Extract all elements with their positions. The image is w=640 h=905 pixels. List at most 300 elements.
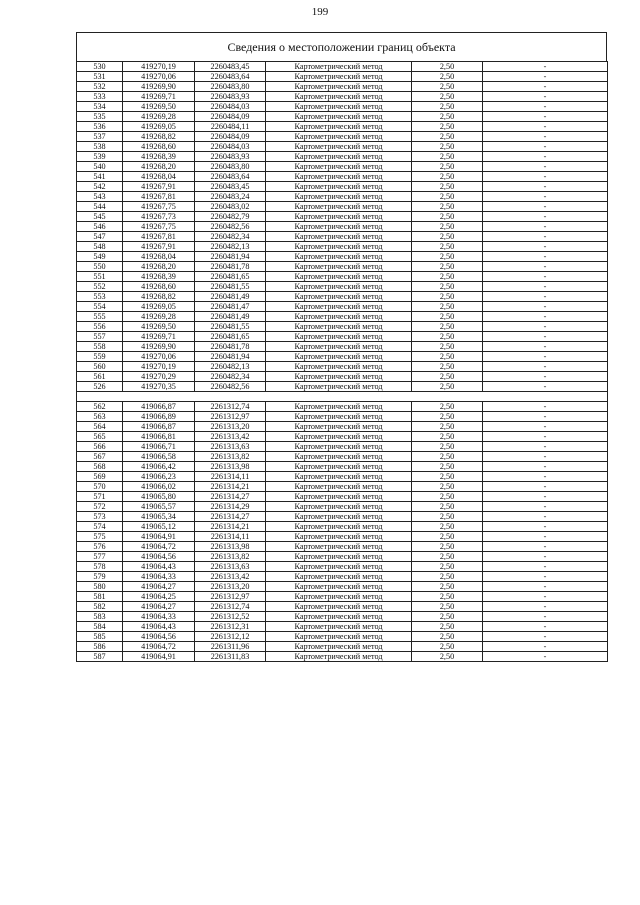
point-number-cell: 578 xyxy=(77,562,123,572)
method-cell: Картометрический метод xyxy=(266,412,412,422)
y-coordinate-cell: 2260482,34 xyxy=(195,232,266,242)
description-cell: - xyxy=(483,202,608,212)
y-coordinate-cell: 2260482,13 xyxy=(195,242,266,252)
accuracy-cell: 2,50 xyxy=(412,362,483,372)
point-number-cell: 577 xyxy=(77,552,123,562)
x-coordinate-cell: 419066,87 xyxy=(123,422,195,432)
method-cell: Картометрический метод xyxy=(266,262,412,272)
x-coordinate-cell: 419268,20 xyxy=(123,262,195,272)
y-coordinate-cell: 2261314,11 xyxy=(195,532,266,542)
point-number-cell: 561 xyxy=(77,372,123,382)
point-number-cell: 540 xyxy=(77,162,123,172)
point-number-cell: 579 xyxy=(77,572,123,582)
description-cell: - xyxy=(483,512,608,522)
x-coordinate-cell: 419268,04 xyxy=(123,172,195,182)
description-cell: - xyxy=(483,562,608,572)
point-number-cell: 547 xyxy=(77,232,123,242)
x-coordinate-cell: 419270,06 xyxy=(123,352,195,362)
x-coordinate-cell: 419064,56 xyxy=(123,552,195,562)
point-number-cell: 550 xyxy=(77,262,123,272)
table-row xyxy=(77,552,608,562)
x-coordinate-cell: 419270,29 xyxy=(123,372,195,382)
method-cell: Картометрический метод xyxy=(266,602,412,612)
description-cell: - xyxy=(483,482,608,492)
x-coordinate-cell: 419269,28 xyxy=(123,112,195,122)
y-coordinate-cell: 2260483,02 xyxy=(195,202,266,212)
table-row xyxy=(77,162,608,172)
separator-row xyxy=(77,392,608,402)
table-row xyxy=(77,262,608,272)
x-coordinate-cell: 419064,72 xyxy=(123,642,195,652)
table-row xyxy=(77,192,608,202)
accuracy-cell: 2,50 xyxy=(412,262,483,272)
y-coordinate-cell: 2261312,31 xyxy=(195,622,266,632)
point-number-cell: 538 xyxy=(77,142,123,152)
y-coordinate-cell: 2260482,56 xyxy=(195,382,266,392)
accuracy-cell: 2,50 xyxy=(412,292,483,302)
table-row xyxy=(77,642,608,652)
method-cell: Картометрический метод xyxy=(266,362,412,372)
description-cell: - xyxy=(483,472,608,482)
method-cell: Картометрический метод xyxy=(266,332,412,342)
point-number-cell: 584 xyxy=(77,622,123,632)
table-row xyxy=(77,412,608,422)
description-cell: - xyxy=(483,262,608,272)
accuracy-cell: 2,50 xyxy=(412,232,483,242)
accuracy-cell: 2,50 xyxy=(412,592,483,602)
description-cell: - xyxy=(483,382,608,392)
y-coordinate-cell: 2261313,98 xyxy=(195,462,266,472)
accuracy-cell: 2,50 xyxy=(412,512,483,522)
x-coordinate-cell: 419270,19 xyxy=(123,62,195,72)
accuracy-cell: 2,50 xyxy=(412,242,483,252)
description-cell: - xyxy=(483,492,608,502)
y-coordinate-cell: 2260481,78 xyxy=(195,342,266,352)
point-number-cell: 534 xyxy=(77,102,123,112)
accuracy-cell: 2,50 xyxy=(412,152,483,162)
accuracy-cell: 2,50 xyxy=(412,442,483,452)
point-number-cell: 537 xyxy=(77,132,123,142)
method-cell: Картометрический метод xyxy=(266,142,412,152)
table-row xyxy=(77,312,608,322)
accuracy-cell: 2,50 xyxy=(412,642,483,652)
description-cell: - xyxy=(483,422,608,432)
x-coordinate-cell: 419269,05 xyxy=(123,122,195,132)
method-cell: Картометрический метод xyxy=(266,222,412,232)
method-cell: Картометрический метод xyxy=(266,102,412,112)
accuracy-cell: 2,50 xyxy=(412,562,483,572)
point-number-cell: 567 xyxy=(77,452,123,462)
x-coordinate-cell: 419269,50 xyxy=(123,102,195,112)
method-cell: Картометрический метод xyxy=(266,432,412,442)
method-cell: Картометрический метод xyxy=(266,282,412,292)
y-coordinate-cell: 2260483,24 xyxy=(195,192,266,202)
description-cell: - xyxy=(483,62,608,72)
point-number-cell: 580 xyxy=(77,582,123,592)
y-coordinate-cell: 2261312,52 xyxy=(195,612,266,622)
x-coordinate-cell: 419268,20 xyxy=(123,162,195,172)
method-cell: Картометрический метод xyxy=(266,342,412,352)
y-coordinate-cell: 2260482,34 xyxy=(195,372,266,382)
description-cell: - xyxy=(483,312,608,322)
table-row xyxy=(77,142,608,152)
table-row xyxy=(77,442,608,452)
y-coordinate-cell: 2260481,65 xyxy=(195,272,266,282)
x-coordinate-cell: 419066,58 xyxy=(123,452,195,462)
point-number-cell: 574 xyxy=(77,522,123,532)
y-coordinate-cell: 2260484,11 xyxy=(195,122,266,132)
point-number-cell: 585 xyxy=(77,632,123,642)
description-cell: - xyxy=(483,302,608,312)
y-coordinate-cell: 2260481,78 xyxy=(195,262,266,272)
method-cell: Картометрический метод xyxy=(266,522,412,532)
table-row xyxy=(77,572,608,582)
method-cell: Картометрический метод xyxy=(266,372,412,382)
method-cell: Картометрический метод xyxy=(266,112,412,122)
y-coordinate-cell: 2261312,74 xyxy=(195,602,266,612)
y-coordinate-cell: 2260484,03 xyxy=(195,102,266,112)
x-coordinate-cell: 419267,75 xyxy=(123,222,195,232)
y-coordinate-cell: 2260481,55 xyxy=(195,282,266,292)
y-coordinate-cell: 2261312,12 xyxy=(195,632,266,642)
accuracy-cell: 2,50 xyxy=(412,622,483,632)
table-row xyxy=(77,562,608,572)
y-coordinate-cell: 2260483,93 xyxy=(195,152,266,162)
point-number-cell: 586 xyxy=(77,642,123,652)
point-number-cell: 575 xyxy=(77,532,123,542)
coordinates-table xyxy=(76,61,608,662)
table-row xyxy=(77,622,608,632)
y-coordinate-cell: 2261313,42 xyxy=(195,572,266,582)
point-number-cell: 582 xyxy=(77,602,123,612)
accuracy-cell: 2,50 xyxy=(412,382,483,392)
method-cell: Картометрический метод xyxy=(266,582,412,592)
table-row xyxy=(77,122,608,132)
description-cell: - xyxy=(483,442,608,452)
description-cell: - xyxy=(483,332,608,342)
x-coordinate-cell: 419064,43 xyxy=(123,562,195,572)
accuracy-cell: 2,50 xyxy=(412,322,483,332)
accuracy-cell: 2,50 xyxy=(412,402,483,412)
accuracy-cell: 2,50 xyxy=(412,352,483,362)
accuracy-cell: 2,50 xyxy=(412,82,483,92)
accuracy-cell: 2,50 xyxy=(412,532,483,542)
table-row xyxy=(77,452,608,462)
description-cell: - xyxy=(483,112,608,122)
description-cell: - xyxy=(483,162,608,172)
method-cell: Картометрический метод xyxy=(266,612,412,622)
x-coordinate-cell: 419269,28 xyxy=(123,312,195,322)
point-number-cell: 563 xyxy=(77,412,123,422)
method-cell: Картометрический метод xyxy=(266,482,412,492)
y-coordinate-cell: 2261313,20 xyxy=(195,582,266,592)
description-cell: - xyxy=(483,632,608,642)
y-coordinate-cell: 2261314,27 xyxy=(195,492,266,502)
table-row xyxy=(77,362,608,372)
method-cell: Картометрический метод xyxy=(266,272,412,282)
accuracy-cell: 2,50 xyxy=(412,72,483,82)
point-number-cell: 526 xyxy=(77,382,123,392)
accuracy-cell: 2,50 xyxy=(412,222,483,232)
table-row xyxy=(77,82,608,92)
point-number-cell: 542 xyxy=(77,182,123,192)
point-number-cell: 556 xyxy=(77,322,123,332)
x-coordinate-cell: 419268,39 xyxy=(123,152,195,162)
y-coordinate-cell: 2260483,80 xyxy=(195,162,266,172)
point-number-cell: 549 xyxy=(77,252,123,262)
x-coordinate-cell: 419267,91 xyxy=(123,182,195,192)
x-coordinate-cell: 419268,60 xyxy=(123,282,195,292)
method-cell: Картометрический метод xyxy=(266,472,412,482)
x-coordinate-cell: 419064,91 xyxy=(123,532,195,542)
description-cell: - xyxy=(483,92,608,102)
point-number-cell: 566 xyxy=(77,442,123,452)
accuracy-cell: 2,50 xyxy=(412,112,483,122)
point-number-cell: 545 xyxy=(77,212,123,222)
table-row xyxy=(77,252,608,262)
description-cell: - xyxy=(483,612,608,622)
method-cell: Картометрический метод xyxy=(266,252,412,262)
method-cell: Картометрический метод xyxy=(266,382,412,392)
point-number-cell: 535 xyxy=(77,112,123,122)
point-number-cell: 562 xyxy=(77,402,123,412)
table-row xyxy=(77,542,608,552)
point-number-cell: 539 xyxy=(77,152,123,162)
description-cell: - xyxy=(483,402,608,412)
accuracy-cell: 2,50 xyxy=(412,122,483,132)
x-coordinate-cell: 419066,42 xyxy=(123,462,195,472)
description-cell: - xyxy=(483,582,608,592)
accuracy-cell: 2,50 xyxy=(412,92,483,102)
x-coordinate-cell: 419066,89 xyxy=(123,412,195,422)
y-coordinate-cell: 2261314,21 xyxy=(195,482,266,492)
description-cell: - xyxy=(483,242,608,252)
y-coordinate-cell: 2261313,20 xyxy=(195,422,266,432)
method-cell: Картометрический метод xyxy=(266,622,412,632)
y-coordinate-cell: 2260481,47 xyxy=(195,302,266,312)
point-number-cell: 544 xyxy=(77,202,123,212)
accuracy-cell: 2,50 xyxy=(412,412,483,422)
y-coordinate-cell: 2261313,82 xyxy=(195,452,266,462)
table-row xyxy=(77,432,608,442)
accuracy-cell: 2,50 xyxy=(412,192,483,202)
description-cell: - xyxy=(483,292,608,302)
table-row xyxy=(77,472,608,482)
y-coordinate-cell: 2260481,55 xyxy=(195,322,266,332)
point-number-cell: 546 xyxy=(77,222,123,232)
y-coordinate-cell: 2261314,29 xyxy=(195,502,266,512)
description-cell: - xyxy=(483,72,608,82)
accuracy-cell: 2,50 xyxy=(412,302,483,312)
table-row xyxy=(77,372,608,382)
x-coordinate-cell: 419065,57 xyxy=(123,502,195,512)
table-row xyxy=(77,522,608,532)
y-coordinate-cell: 2261312,97 xyxy=(195,412,266,422)
description-cell: - xyxy=(483,172,608,182)
table-row xyxy=(77,62,608,72)
method-cell: Картометрический метод xyxy=(266,202,412,212)
y-coordinate-cell: 2261313,82 xyxy=(195,552,266,562)
description-cell: - xyxy=(483,192,608,202)
accuracy-cell: 2,50 xyxy=(412,612,483,622)
method-cell: Картометрический метод xyxy=(266,292,412,302)
x-coordinate-cell: 419267,81 xyxy=(123,232,195,242)
table-row xyxy=(77,72,608,82)
point-number-cell: 576 xyxy=(77,542,123,552)
table-row xyxy=(77,222,608,232)
point-number-cell: 571 xyxy=(77,492,123,502)
table-row xyxy=(77,212,608,222)
table-row xyxy=(77,532,608,542)
method-cell: Картометрический метод xyxy=(266,592,412,602)
y-coordinate-cell: 2261314,27 xyxy=(195,512,266,522)
table-row xyxy=(77,632,608,642)
point-number-cell: 551 xyxy=(77,272,123,282)
point-number-cell: 536 xyxy=(77,122,123,132)
table-row xyxy=(77,342,608,352)
y-coordinate-cell: 2261314,11 xyxy=(195,472,266,482)
description-cell: - xyxy=(483,372,608,382)
accuracy-cell: 2,50 xyxy=(412,252,483,262)
method-cell: Картометрический метод xyxy=(266,422,412,432)
method-cell: Картометрический метод xyxy=(266,632,412,642)
accuracy-cell: 2,50 xyxy=(412,172,483,182)
description-cell: - xyxy=(483,522,608,532)
accuracy-cell: 2,50 xyxy=(412,582,483,592)
accuracy-cell: 2,50 xyxy=(412,462,483,472)
method-cell: Картометрический метод xyxy=(266,652,412,662)
accuracy-cell: 2,50 xyxy=(412,332,483,342)
description-cell: - xyxy=(483,212,608,222)
y-coordinate-cell: 2261311,96 xyxy=(195,642,266,652)
method-cell: Картометрический метод xyxy=(266,92,412,102)
method-cell: Картометрический метод xyxy=(266,182,412,192)
y-coordinate-cell: 2260483,64 xyxy=(195,172,266,182)
y-coordinate-cell: 2260483,64 xyxy=(195,72,266,82)
accuracy-cell: 2,50 xyxy=(412,602,483,612)
x-coordinate-cell: 419064,72 xyxy=(123,542,195,552)
point-number-cell: 553 xyxy=(77,292,123,302)
accuracy-cell: 2,50 xyxy=(412,472,483,482)
x-coordinate-cell: 419065,34 xyxy=(123,512,195,522)
accuracy-cell: 2,50 xyxy=(412,522,483,532)
point-number-cell: 530 xyxy=(77,62,123,72)
accuracy-cell: 2,50 xyxy=(412,142,483,152)
method-cell: Картометрический метод xyxy=(266,502,412,512)
description-cell: - xyxy=(483,132,608,142)
method-cell: Картометрический метод xyxy=(266,192,412,202)
method-cell: Картометрический метод xyxy=(266,562,412,572)
y-coordinate-cell: 2261313,63 xyxy=(195,442,266,452)
point-number-cell: 573 xyxy=(77,512,123,522)
point-number-cell: 555 xyxy=(77,312,123,322)
method-cell: Картометрический метод xyxy=(266,122,412,132)
point-number-cell: 568 xyxy=(77,462,123,472)
table-row xyxy=(77,282,608,292)
table-row xyxy=(77,132,608,142)
x-coordinate-cell: 419269,50 xyxy=(123,322,195,332)
method-cell: Картометрический метод xyxy=(266,312,412,322)
point-number-cell: 531 xyxy=(77,72,123,82)
table-row xyxy=(77,592,608,602)
table-row xyxy=(77,292,608,302)
y-coordinate-cell: 2260481,49 xyxy=(195,292,266,302)
y-coordinate-cell: 2260484,09 xyxy=(195,132,266,142)
description-cell: - xyxy=(483,592,608,602)
x-coordinate-cell: 419065,12 xyxy=(123,522,195,532)
method-cell: Картометрический метод xyxy=(266,232,412,242)
boundary-table xyxy=(76,32,607,662)
x-coordinate-cell: 419064,33 xyxy=(123,572,195,582)
x-coordinate-cell: 419065,80 xyxy=(123,492,195,502)
table-row xyxy=(77,612,608,622)
accuracy-cell: 2,50 xyxy=(412,282,483,292)
description-cell: - xyxy=(483,222,608,232)
x-coordinate-cell: 419064,27 xyxy=(123,582,195,592)
y-coordinate-cell: 2260481,49 xyxy=(195,312,266,322)
table-row xyxy=(77,482,608,492)
description-cell: - xyxy=(483,322,608,332)
y-coordinate-cell: 2260484,03 xyxy=(195,142,266,152)
table-row xyxy=(77,512,608,522)
x-coordinate-cell: 419064,56 xyxy=(123,632,195,642)
description-cell: - xyxy=(483,362,608,372)
table-row xyxy=(77,152,608,162)
x-coordinate-cell: 419268,82 xyxy=(123,292,195,302)
accuracy-cell: 2,50 xyxy=(412,372,483,382)
y-coordinate-cell: 2260483,93 xyxy=(195,92,266,102)
y-coordinate-cell: 2260484,09 xyxy=(195,112,266,122)
x-coordinate-cell: 419270,35 xyxy=(123,382,195,392)
point-number-cell: 587 xyxy=(77,652,123,662)
y-coordinate-cell: 2261312,97 xyxy=(195,592,266,602)
point-number-cell: 559 xyxy=(77,352,123,362)
separator-cell xyxy=(77,392,608,402)
method-cell: Картометрический метод xyxy=(266,212,412,222)
method-cell: Картометрический метод xyxy=(266,442,412,452)
method-cell: Картометрический метод xyxy=(266,402,412,412)
description-cell: - xyxy=(483,342,608,352)
table-row xyxy=(77,242,608,252)
x-coordinate-cell: 419066,87 xyxy=(123,402,195,412)
description-cell: - xyxy=(483,82,608,92)
accuracy-cell: 2,50 xyxy=(412,452,483,462)
method-cell: Картометрический метод xyxy=(266,462,412,472)
description-cell: - xyxy=(483,432,608,442)
method-cell: Картометрический метод xyxy=(266,352,412,362)
accuracy-cell: 2,50 xyxy=(412,652,483,662)
description-cell: - xyxy=(483,462,608,472)
y-coordinate-cell: 2261313,63 xyxy=(195,562,266,572)
point-number-cell: 543 xyxy=(77,192,123,202)
description-cell: - xyxy=(483,142,608,152)
description-cell: - xyxy=(483,272,608,282)
accuracy-cell: 2,50 xyxy=(412,212,483,222)
y-coordinate-cell: 2260483,45 xyxy=(195,182,266,192)
method-cell: Картометрический метод xyxy=(266,512,412,522)
x-coordinate-cell: 419268,60 xyxy=(123,142,195,152)
y-coordinate-cell: 2260482,79 xyxy=(195,212,266,222)
accuracy-cell: 2,50 xyxy=(412,132,483,142)
x-coordinate-cell: 419066,71 xyxy=(123,442,195,452)
x-coordinate-cell: 419268,82 xyxy=(123,132,195,142)
y-coordinate-cell: 2260481,94 xyxy=(195,252,266,262)
x-coordinate-cell: 419064,43 xyxy=(123,622,195,632)
accuracy-cell: 2,50 xyxy=(412,312,483,322)
x-coordinate-cell: 419269,71 xyxy=(123,92,195,102)
description-cell: - xyxy=(483,232,608,242)
method-cell: Картометрический метод xyxy=(266,552,412,562)
